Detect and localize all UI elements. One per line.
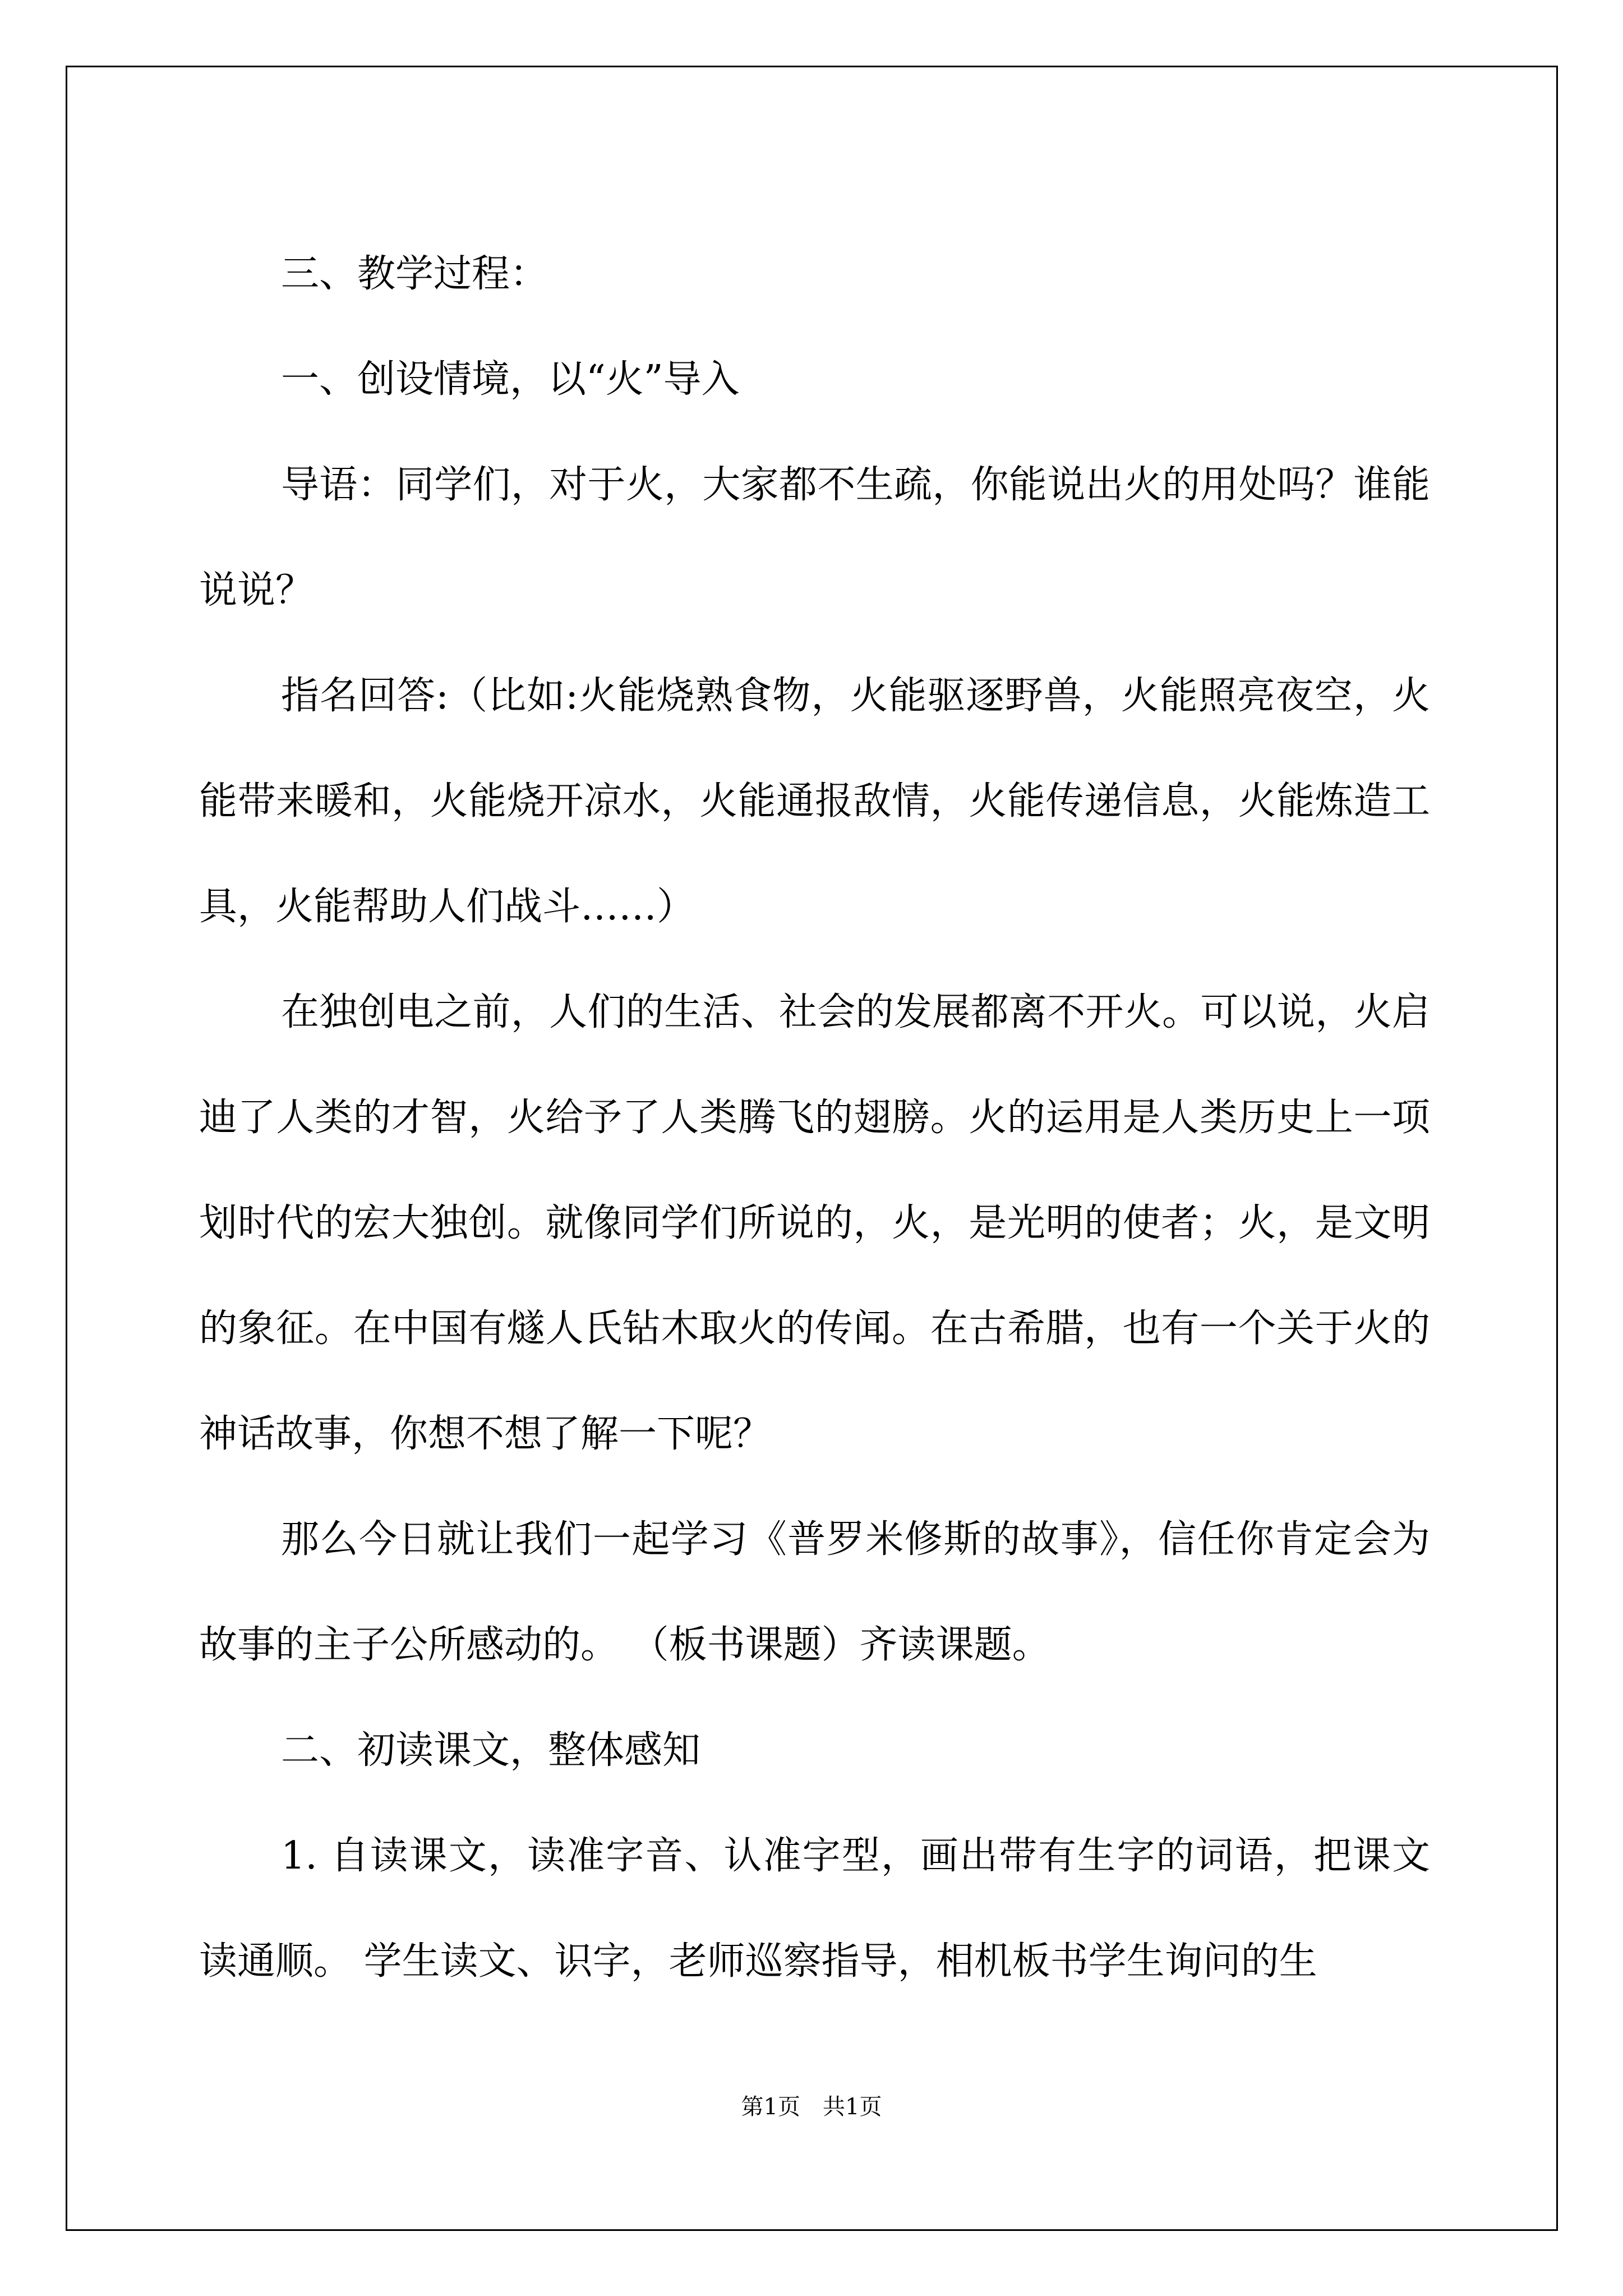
heading-teaching-process: 三、教学过程：: [281, 252, 548, 296]
paragraph-lesson-topic: 那么今日就让我们一起学习《普罗米修斯的故事》，信任你肯定会为故事的主子公所感动的。 （板书课题）齐读课题。: [199, 1517, 1430, 1667]
section-heading-intro: 一、创设情境，以“火”导入: [281, 357, 740, 402]
page-number: 第1页: [741, 2094, 800, 2120]
document-body: [199, 222, 1430, 2014]
paragraph-lead-in: 导语：同学们，对于火，大家都不生疏，你能说出火的用处吗？谁能说说？: [199, 463, 1430, 613]
section-heading-first-reading: 二、初读课文，整体感知: [281, 1728, 701, 1773]
page-total: 共1页: [823, 2094, 882, 2120]
paragraph-answers: 指名回答:（比如:火能烧熟食物，火能驱逐野兽，火能照亮夜空，火能带来暖和，火能烧开凉水，火能通报敌情，火能传递信息，火能炼造工具，火能帮助人们战斗……）: [199, 674, 1430, 929]
page-footer: [0, 2091, 1623, 2123]
paragraph-fire-history: 在独创电之前，人们的生活、社会的发展都离不开火。可以说，火启迪了人类的才智，火给予了人类腾飞的翅膀。火的运用是人类历史上一项划时代的宏大独创。就像同学们所说的，火，是光明的使者；火，是文明的象征。在中国有燧人氏钻木取火的传闻。在古希腊，也有一个关于火的神话故事，你想不想了解一下呢？: [199, 990, 1430, 1456]
paragraph-self-reading: 1. 自读课文，读准字音、认准字型，画出带有生字的词语，把课文读通顺。 学生读文、识字，老师巡察指导，相机板书学生询问的生: [199, 1834, 1430, 1984]
